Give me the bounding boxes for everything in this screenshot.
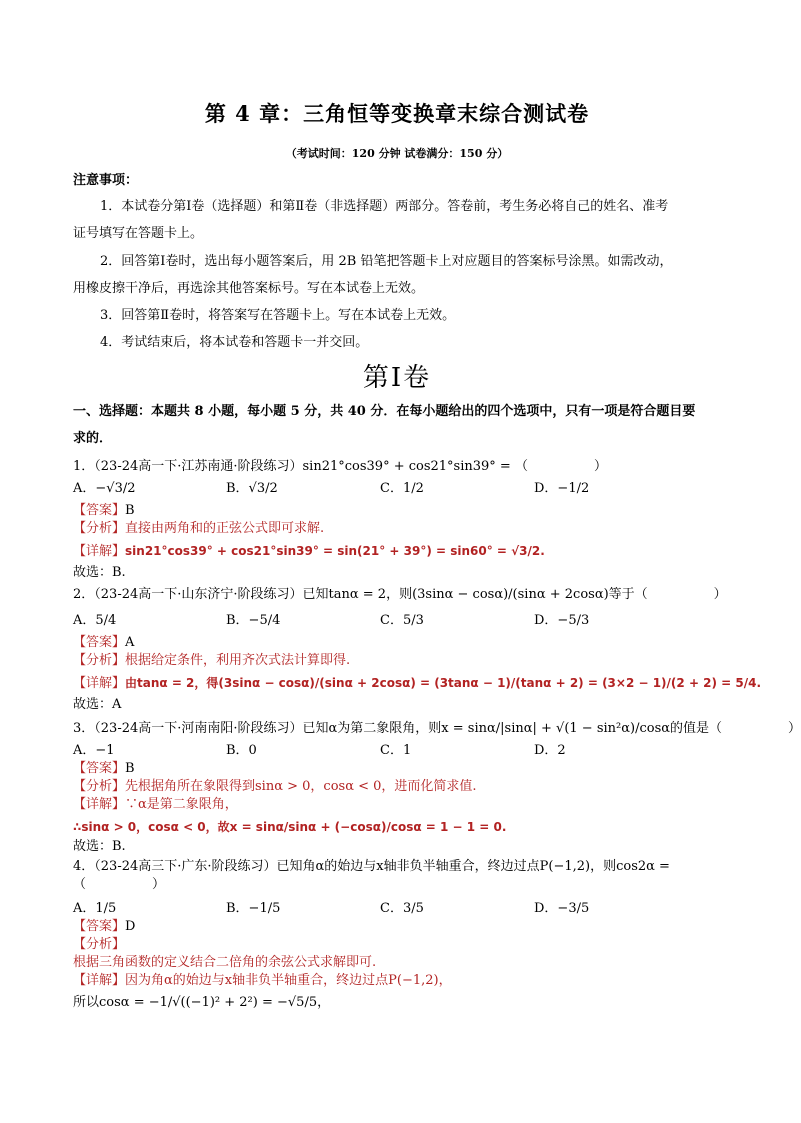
question-2-conclusion: 故选：A [73, 697, 122, 712]
exam-info: （考试时间：120 分钟 试卷满分：150 分） [285, 147, 509, 160]
notice-heading: 注意事项： [73, 173, 139, 188]
part-title: 第Ⅰ卷 [362, 363, 432, 393]
question-4-detail-cont: 所以cosα = −1/√((−1)² + 2²) = −√5/5， [73, 995, 331, 1010]
question-1-detail: 【详解】sin21°cos39° + cos21°sin39° = sin(21° + 39°) = sin60° = √3/2. [73, 544, 545, 559]
question-4-stem: 4．（23-24高三下·广东·阶段练习）已知角α的始边与x轴非负半轴重合，终边过点P(−1,2)，则cos2α = [73, 859, 670, 874]
question-3-detail: 【详解】∵α是第二象限角， [73, 797, 238, 812]
question-1-option-b: B．√3/2 [226, 481, 278, 496]
question-3-option-c: C．1 [380, 743, 412, 758]
notice-item-3: 3．回答第Ⅱ卷时，将答案写在答题卡上。写在本试卷上无效。 [100, 308, 456, 323]
question-1-conclusion: 故选：B. [73, 565, 126, 580]
question-2-option-b: B．−5/4 [226, 613, 281, 628]
question-1-answer: 【答案】B [73, 503, 135, 518]
section-heading-cont: 求的． [73, 431, 113, 446]
question-2-option-d: D．−5/3 [534, 613, 590, 628]
question-3-analysis: 【分析】先根据角所在象限得到sinα > 0，cosα < 0，进而化简求值. [73, 779, 477, 794]
question-2-option-a: A．5/4 [73, 613, 117, 628]
question-4-analysis-label: 【分析】 [73, 937, 126, 952]
notice-item-4: 4．考试结束后，将本试卷和答题卡一并交回。 [100, 335, 369, 350]
question-3-option-d: D．2 [534, 743, 566, 758]
question-1-option-c: C．1/2 [380, 481, 424, 496]
question-4-option-b: B．−1/5 [226, 901, 281, 916]
notice-item-2: 2．回答第Ⅰ卷时，选出每小题答案后，用 2B 铅笔把答题卡上对应题目的答案标号涂黑。如需改动， [100, 254, 673, 269]
question-2-stem: 2．（23-24高一下·山东济宁·阶段练习）已知tanα = 2，则(3sinα − cosα)/(sinα + 2cosα)等于（ ） [73, 587, 727, 602]
question-2-detail: 【详解】由tanα = 2，得(3sinα − cosα)/(sinα + 2cosα) = (3tanα − 1)/(tanα + 2) = (3×2 − 1)/(2 + 2) = 5/4. [73, 676, 762, 691]
question-4-answer: 【答案】D [73, 919, 136, 934]
question-4-analysis: 根据三角函数的定义结合二倍角的余弦公式求解即可. [73, 955, 377, 970]
question-1-stem: 1．（23-24高一下·江苏南通·阶段练习）sin21°cos39° + cos21°sin39° = （ ） [73, 459, 607, 474]
question-1-option-a: A．−√3/2 [73, 481, 136, 496]
notice-item-1: 1．本试卷分第Ⅰ卷（选择题）和第Ⅱ卷（非选择题）两部分。答卷前，考生务必将自己的姓名、准考 [100, 199, 669, 214]
question-3-option-a: A．−1 [73, 743, 115, 758]
question-3-stem: 3．（23-24高一下·河南南阳·阶段练习）已知α为第二象限角，则x = sinα/|sinα| + √(1 − sin²α)/cosα的值是（ ） [73, 721, 801, 736]
notice-item-1-cont: 证号填写在答题卡上。 [73, 226, 204, 241]
question-3-option-b: B．0 [226, 743, 257, 758]
question-2-option-c: C．5/3 [380, 613, 424, 628]
question-4-option-d: D．−3/5 [534, 901, 590, 916]
question-4-option-a: A．1/5 [73, 901, 117, 916]
question-4-stem-cont: （ ） [73, 877, 166, 892]
question-2-answer: 【答案】A [73, 635, 135, 650]
question-2-analysis: 【分析】根据给定条件，利用齐次式法计算即得. [73, 653, 351, 668]
question-4-option-c: C．3/5 [380, 901, 424, 916]
page-title: 第 4 章：三角恒等变换章末综合测试卷 [204, 101, 590, 126]
notice-item-2-cont: 用橡皮擦干净后，再选涂其他答案标号。写在本试卷上无效。 [73, 281, 425, 296]
question-4-detail: 【详解】因为角α的始边与x轴非负半轴重合，终边过点P(−1,2)， [73, 973, 452, 988]
question-1-analysis: 【分析】直接由两角和的正弦公式即可求解. [73, 521, 325, 536]
question-1-option-d: D．−1/2 [534, 481, 590, 496]
question-3-detail-cont: ∴sinα > 0，cosα < 0，故x = sinα/sinα + (−cosα)/cosα = 1 − 1 = 0. [73, 820, 507, 834]
question-3-answer: 【答案】B [73, 761, 135, 776]
question-3-conclusion: 故选：B. [73, 839, 126, 854]
section-heading: 一、选择题：本题共 8 小题，每小题 5 分，共 40 分．在每小题给出的四个选项中，只有一项是符合题目要 [73, 404, 696, 419]
